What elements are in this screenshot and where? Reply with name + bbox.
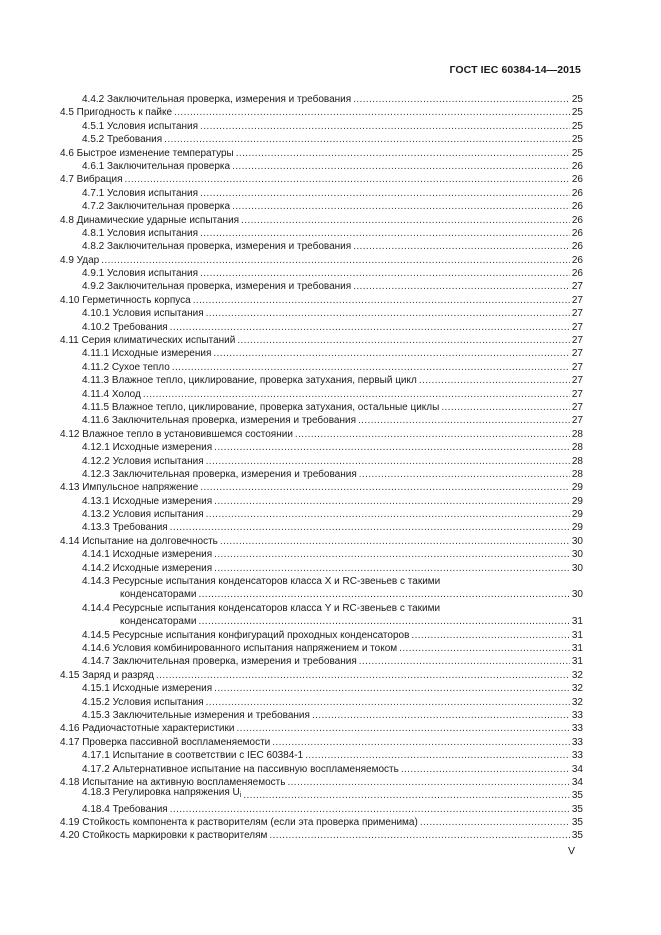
toc-entry[interactable] <box>60 240 583 253</box>
toc-entry-page: 27 <box>571 415 583 427</box>
toc-entry-page: 35 <box>571 803 583 815</box>
toc-leader-dots <box>206 307 570 320</box>
toc-entry[interactable] <box>60 655 583 668</box>
toc-entry[interactable] <box>60 267 583 280</box>
toc-leader-dots <box>172 361 570 374</box>
toc-leader-dots <box>170 521 570 534</box>
toc-entry-title: 4.7 Вибрация <box>60 174 123 186</box>
toc-leader-dots <box>174 106 570 119</box>
toc-entry-title: 4.15 Заряд и разряд <box>60 669 154 681</box>
toc-entry-page: 28 <box>571 442 583 454</box>
toc-entry-title: 4.13 Импульсное напряжение <box>60 482 199 494</box>
toc-leader-dots <box>200 227 570 240</box>
toc-entry[interactable] <box>60 669 583 682</box>
toc-entry-page: 30 <box>571 549 583 561</box>
toc-entry-page: 26 <box>571 160 583 172</box>
toc-entry-page: 29 <box>571 509 583 521</box>
toc-entry-page: 31 <box>571 643 583 654</box>
toc-leader-dots <box>272 736 570 749</box>
toc-entry-title-continuation: конденсаторами <box>120 589 197 601</box>
toc-leader-dots <box>200 187 570 200</box>
toc-entry-title: 4.19 Стойкость компонента к растворителям (если эта проверка применима) <box>60 817 418 829</box>
toc-entry-page: 26 <box>571 174 583 186</box>
toc-entry-page: 35 <box>571 790 583 802</box>
toc-entry-title: 4.14.7 Заключительная проверка, измерения и требования <box>82 656 357 668</box>
toc-entry-page: 27 <box>571 348 583 360</box>
toc-entry[interactable] <box>60 187 583 200</box>
toc-leader-dots <box>287 776 569 789</box>
toc-entry-title: 4.14.5 Ресурсные испытания конфигураций проходных конденсаторов <box>82 629 410 641</box>
toc-entry-page: 28 <box>571 468 583 480</box>
toc-entry[interactable] <box>60 642 583 655</box>
toc-entry-page: 25 <box>571 147 583 159</box>
toc-entry-title: 4.5.2 Требования <box>82 134 163 146</box>
toc-leader-dots <box>156 669 570 682</box>
toc-entry-page: 25 <box>571 134 583 146</box>
toc-entry[interactable] <box>60 200 583 213</box>
toc-entry[interactable] <box>60 294 583 307</box>
toc-entry-title: 4.6 Быстрое изменение температуры <box>60 147 234 159</box>
toc-entry-title: 4.14.1 Исходные измерения <box>82 549 213 561</box>
toc-entry[interactable] <box>60 562 583 575</box>
toc-leader-dots <box>419 374 570 387</box>
toc-entry-page: 33 <box>571 709 583 721</box>
toc-leader-dots <box>206 696 570 709</box>
toc-entry-page: 33 <box>571 736 583 748</box>
toc-entry-title: 4.4.2 Заключительная проверка, измерения и требования <box>82 93 352 105</box>
toc-entry[interactable] <box>60 535 583 548</box>
toc-leader-dots <box>214 441 570 454</box>
toc-entry[interactable] <box>60 481 583 494</box>
toc-entry-title: 4.10 Герметичность корпуса <box>60 294 191 306</box>
toc-entry-title: 4.12.1 Исходные измерения <box>82 442 213 454</box>
toc-entry-title: 4.10.1 Условия испытания <box>82 308 204 320</box>
toc-entry[interactable] <box>60 441 583 454</box>
toc-leader-dots <box>359 468 570 481</box>
toc-entry[interactable] <box>60 522 583 535</box>
toc-leader-dots <box>164 133 570 146</box>
toc-leader-dots <box>359 655 570 668</box>
toc-entry-title: 4.5.1 Условия испытания <box>82 120 199 132</box>
toc-entry[interactable] <box>60 214 583 227</box>
toc-entry-title: 4.11.5 Влажное тепло, циклирование, проверка затухания, остальные циклы <box>82 401 440 413</box>
toc-entry-title: 4.8.2 Заключительная проверка, измерения и требования <box>82 241 352 253</box>
toc-entry[interactable] <box>60 321 583 334</box>
toc-entry-page: 27 <box>571 308 583 320</box>
toc-entry-title: 4.18 Испытание на активную воспламеняемость <box>60 776 286 788</box>
toc-entry[interactable] <box>60 280 583 293</box>
document-header: ГОСТ IEC 60384-14—2015 <box>449 64 581 76</box>
toc-entry[interactable] <box>60 816 583 829</box>
toc-entry-page: 27 <box>571 361 583 373</box>
toc-entry[interactable] <box>60 789 583 802</box>
toc-entry[interactable] <box>60 361 583 374</box>
toc-entry[interactable] <box>60 227 583 240</box>
toc-entry[interactable] <box>60 602 583 629</box>
toc-leader-dots <box>232 160 570 173</box>
toc-entry-page: 29 <box>571 495 583 507</box>
toc-entry-title: 4.7.2 Заключительная проверка <box>82 201 231 213</box>
toc-entry-title: 4.9.1 Условия испытания <box>82 268 199 280</box>
toc-leader-dots <box>411 629 569 642</box>
toc-entry-title: 4.17.1 Испытание в соответствии с IEC 60384-1 <box>82 750 304 762</box>
toc-entry[interactable] <box>60 93 583 106</box>
toc-entry[interactable] <box>60 133 583 146</box>
toc-entry[interactable] <box>60 696 583 709</box>
toc-entry-page: 31 <box>571 616 583 628</box>
toc-entry-page: 25 <box>571 107 583 119</box>
toc-leader-dots <box>214 548 570 561</box>
toc-entry-title: 4.16 Радиочастотные характеристики <box>60 723 235 735</box>
toc-entry-page: 25 <box>571 93 583 105</box>
toc-entry[interactable] <box>60 120 583 133</box>
table-of-contents <box>60 93 583 843</box>
toc-entry-title: 4.13.2 Условия испытания <box>82 509 204 521</box>
toc-leader-dots <box>200 267 570 280</box>
toc-entry[interactable] <box>60 803 583 816</box>
toc-entry-page: 30 <box>571 562 583 574</box>
toc-entry-title: 4.18.4 Требования <box>82 803 168 815</box>
toc-leader-dots <box>170 321 570 334</box>
subscript-index: i <box>239 792 242 800</box>
toc-entry-title: 4.8 Динамические ударные испытания <box>60 214 240 226</box>
toc-entry-page: 32 <box>571 696 583 708</box>
toc-leader-dots <box>441 401 570 414</box>
toc-entry-page: 35 <box>571 817 583 829</box>
toc-entry-page: 27 <box>571 388 583 400</box>
toc-leader-dots <box>305 749 570 762</box>
toc-entry-title: 4.13.1 Исходные измерения <box>82 495 213 507</box>
toc-entry-page: 26 <box>571 214 583 226</box>
toc-entry-page: 26 <box>571 241 583 253</box>
toc-leader-dots <box>125 173 570 186</box>
toc-entry[interactable] <box>60 749 583 762</box>
toc-leader-dots <box>200 120 570 133</box>
toc-entry[interactable] <box>60 682 583 695</box>
toc-entry-page: 33 <box>571 750 583 762</box>
toc-leader-dots <box>243 789 570 802</box>
toc-entry[interactable] <box>60 508 583 521</box>
toc-entry[interactable] <box>60 468 583 481</box>
toc-entry-title: 4.11.6 Заключительная проверка, измерения и требования <box>82 415 356 427</box>
toc-entry-title: 4.14.3 Ресурсные испытания конденсаторов класса X и RC-звеньев с такими <box>82 576 441 588</box>
toc-entry-page: 28 <box>571 455 583 467</box>
toc-entry-page: 27 <box>571 294 583 306</box>
toc-entry[interactable] <box>60 548 583 561</box>
toc-entry-title: 4.20 Стойкость маркировки к растворителям <box>60 830 268 842</box>
toc-entry[interactable] <box>60 347 583 360</box>
toc-entry-page: 26 <box>571 227 583 239</box>
toc-entry-title: 4.14.6 Условия комбинированного испытания напряжением и током <box>82 643 398 654</box>
toc-entry-page: 31 <box>571 629 583 641</box>
toc-leader-dots <box>170 803 570 816</box>
toc-entry-page: 27 <box>571 321 583 333</box>
toc-entry-page: 33 <box>571 723 583 735</box>
toc-entry-page: 30 <box>571 535 583 547</box>
toc-entry-page: 34 <box>571 763 583 775</box>
toc-entry-title: 4.13.3 Требования <box>82 522 168 534</box>
toc-entry-title-continuation: конденсаторами <box>120 616 197 628</box>
toc-entry-title: 4.11.1 Исходные измерения <box>82 348 212 360</box>
toc-leader-dots <box>353 280 570 293</box>
toc-entry-title: 4.8.1 Условия испытания <box>82 227 199 239</box>
toc-entry[interactable] <box>60 709 583 722</box>
toc-leader-dots <box>198 588 569 601</box>
toc-entry-title: 4.10.2 Требования <box>82 321 168 333</box>
toc-entry-title: 4.18.3 Регулировка напряжения $U_i$ <box>82 787 242 800</box>
toc-leader-dots <box>143 388 570 401</box>
toc-entry-title: 4.11.2 Сухое тепло <box>82 361 170 373</box>
toc-leader-dots <box>236 722 569 735</box>
toc-entry-page: 31 <box>571 656 583 668</box>
toc-entry-title: 4.9.2 Заключительная проверка, измерения и требования <box>82 281 352 293</box>
toc-entry[interactable] <box>60 173 583 186</box>
toc-leader-dots <box>295 428 570 441</box>
toc-entry[interactable] <box>60 414 583 427</box>
toc-entry-page: 30 <box>571 589 583 601</box>
toc-entry-page: 26 <box>571 254 583 266</box>
toc-entry-title: 4.17 Проверка пассивной воспламеняемости <box>60 736 271 748</box>
toc-leader-dots <box>213 347 569 360</box>
toc-entry[interactable] <box>60 736 583 749</box>
toc-entry-title: 4.11 Серия климатических испытаний <box>60 335 236 347</box>
toc-leader-dots <box>214 562 570 575</box>
toc-entry-page: 32 <box>571 669 583 681</box>
toc-entry-page: 29 <box>571 522 583 534</box>
toc-entry-title: 4.12.2 Условия испытания <box>82 455 204 467</box>
toc-entry[interactable] <box>60 147 583 160</box>
toc-entry-page: 27 <box>571 375 583 387</box>
toc-entry[interactable] <box>60 428 583 441</box>
toc-entry-page: 25 <box>571 120 583 132</box>
toc-entry-title: 4.11.4 Холод <box>82 388 141 400</box>
toc-entry[interactable] <box>60 455 583 468</box>
toc-entry-page: 29 <box>571 482 583 494</box>
page-number: V <box>567 845 575 857</box>
toc-entry[interactable] <box>60 106 583 119</box>
toc-entry-page: 28 <box>571 428 583 440</box>
toc-leader-dots <box>214 495 570 508</box>
toc-leader-dots <box>101 254 570 267</box>
toc-entry-title: 4.12.3 Заключительная проверка, измерения и требования <box>82 468 357 480</box>
toc-entry-title: 4.6.1 Заключительная проверка <box>82 160 231 172</box>
toc-entry[interactable] <box>60 495 583 508</box>
toc-entry-title: 4.17.2 Альтернативное испытание на пассивную воспламеняемость <box>82 763 399 775</box>
toc-entry-title: 4.7.1 Условия испытания <box>82 187 199 199</box>
toc-entry-page: 27 <box>571 281 583 293</box>
toc-entry-title: 4.5 Пригодность к пайке <box>60 107 173 119</box>
toc-entry[interactable] <box>60 829 583 842</box>
toc-leader-dots <box>358 414 570 427</box>
toc-leader-dots <box>198 615 569 628</box>
toc-leader-dots <box>206 508 570 521</box>
toc-entry-title: 4.12 Влажное тепло в установившемся состоянии <box>60 428 293 440</box>
toc-leader-dots <box>353 240 570 253</box>
toc-leader-dots <box>237 334 570 347</box>
toc-entry-page: 26 <box>571 201 583 213</box>
toc-leader-dots <box>200 481 570 494</box>
toc-leader-dots <box>232 200 570 213</box>
toc-leader-dots <box>206 455 570 468</box>
toc-leader-dots <box>401 763 570 776</box>
toc-entry[interactable] <box>60 763 583 776</box>
toc-entry-page: 35 <box>571 830 583 842</box>
toc-entry-title: 4.14.4 Ресурсные испытания конденсаторов класса Y и RC-звеньев с такими <box>82 602 441 614</box>
toc-leader-dots <box>236 147 570 160</box>
toc-leader-dots <box>241 214 570 227</box>
toc-entry[interactable] <box>60 374 583 387</box>
toc-leader-dots <box>399 642 570 655</box>
toc-entry-title: 4.14.2 Исходные измерения <box>82 562 213 574</box>
toc-entry[interactable] <box>60 722 583 735</box>
toc-entry-title: 4.15.1 Исходные измерения <box>82 683 213 695</box>
toc-entry[interactable] <box>60 401 583 414</box>
toc-entry[interactable] <box>60 629 583 642</box>
toc-entry-title: 4.9 Удар <box>60 254 100 266</box>
toc-entry-page: 27 <box>571 335 583 347</box>
toc-entry[interactable] <box>60 254 583 267</box>
toc-entry-page: 32 <box>571 683 583 695</box>
toc-entry[interactable] <box>60 334 583 347</box>
toc-entry[interactable] <box>60 160 583 173</box>
toc-entry-title: 4.14 Испытание на долговечность <box>60 535 218 547</box>
toc-entry-title: 4.15.3 Заключительные измерения и требования <box>82 709 310 721</box>
toc-leader-dots <box>420 816 570 829</box>
toc-entry-page: 27 <box>571 401 583 413</box>
toc-entry-page: 34 <box>571 776 583 788</box>
toc-leader-dots <box>312 709 570 722</box>
toc-entry-title: 4.11.3 Влажное тепло, циклирование, проверка затухания, первый цикл <box>82 375 417 387</box>
toc-leader-dots <box>353 93 570 106</box>
toc-entry[interactable] <box>60 307 583 320</box>
toc-leader-dots <box>193 294 570 307</box>
toc-entry[interactable] <box>60 388 583 401</box>
toc-entry-title: 4.15.2 Условия испытания <box>82 696 204 708</box>
toc-entry-page: 26 <box>571 268 583 280</box>
toc-leader-dots <box>269 829 569 842</box>
toc-leader-dots <box>220 535 570 548</box>
toc-entry[interactable] <box>60 575 583 602</box>
toc-entry-page: 26 <box>571 187 583 199</box>
toc-leader-dots <box>214 682 570 695</box>
